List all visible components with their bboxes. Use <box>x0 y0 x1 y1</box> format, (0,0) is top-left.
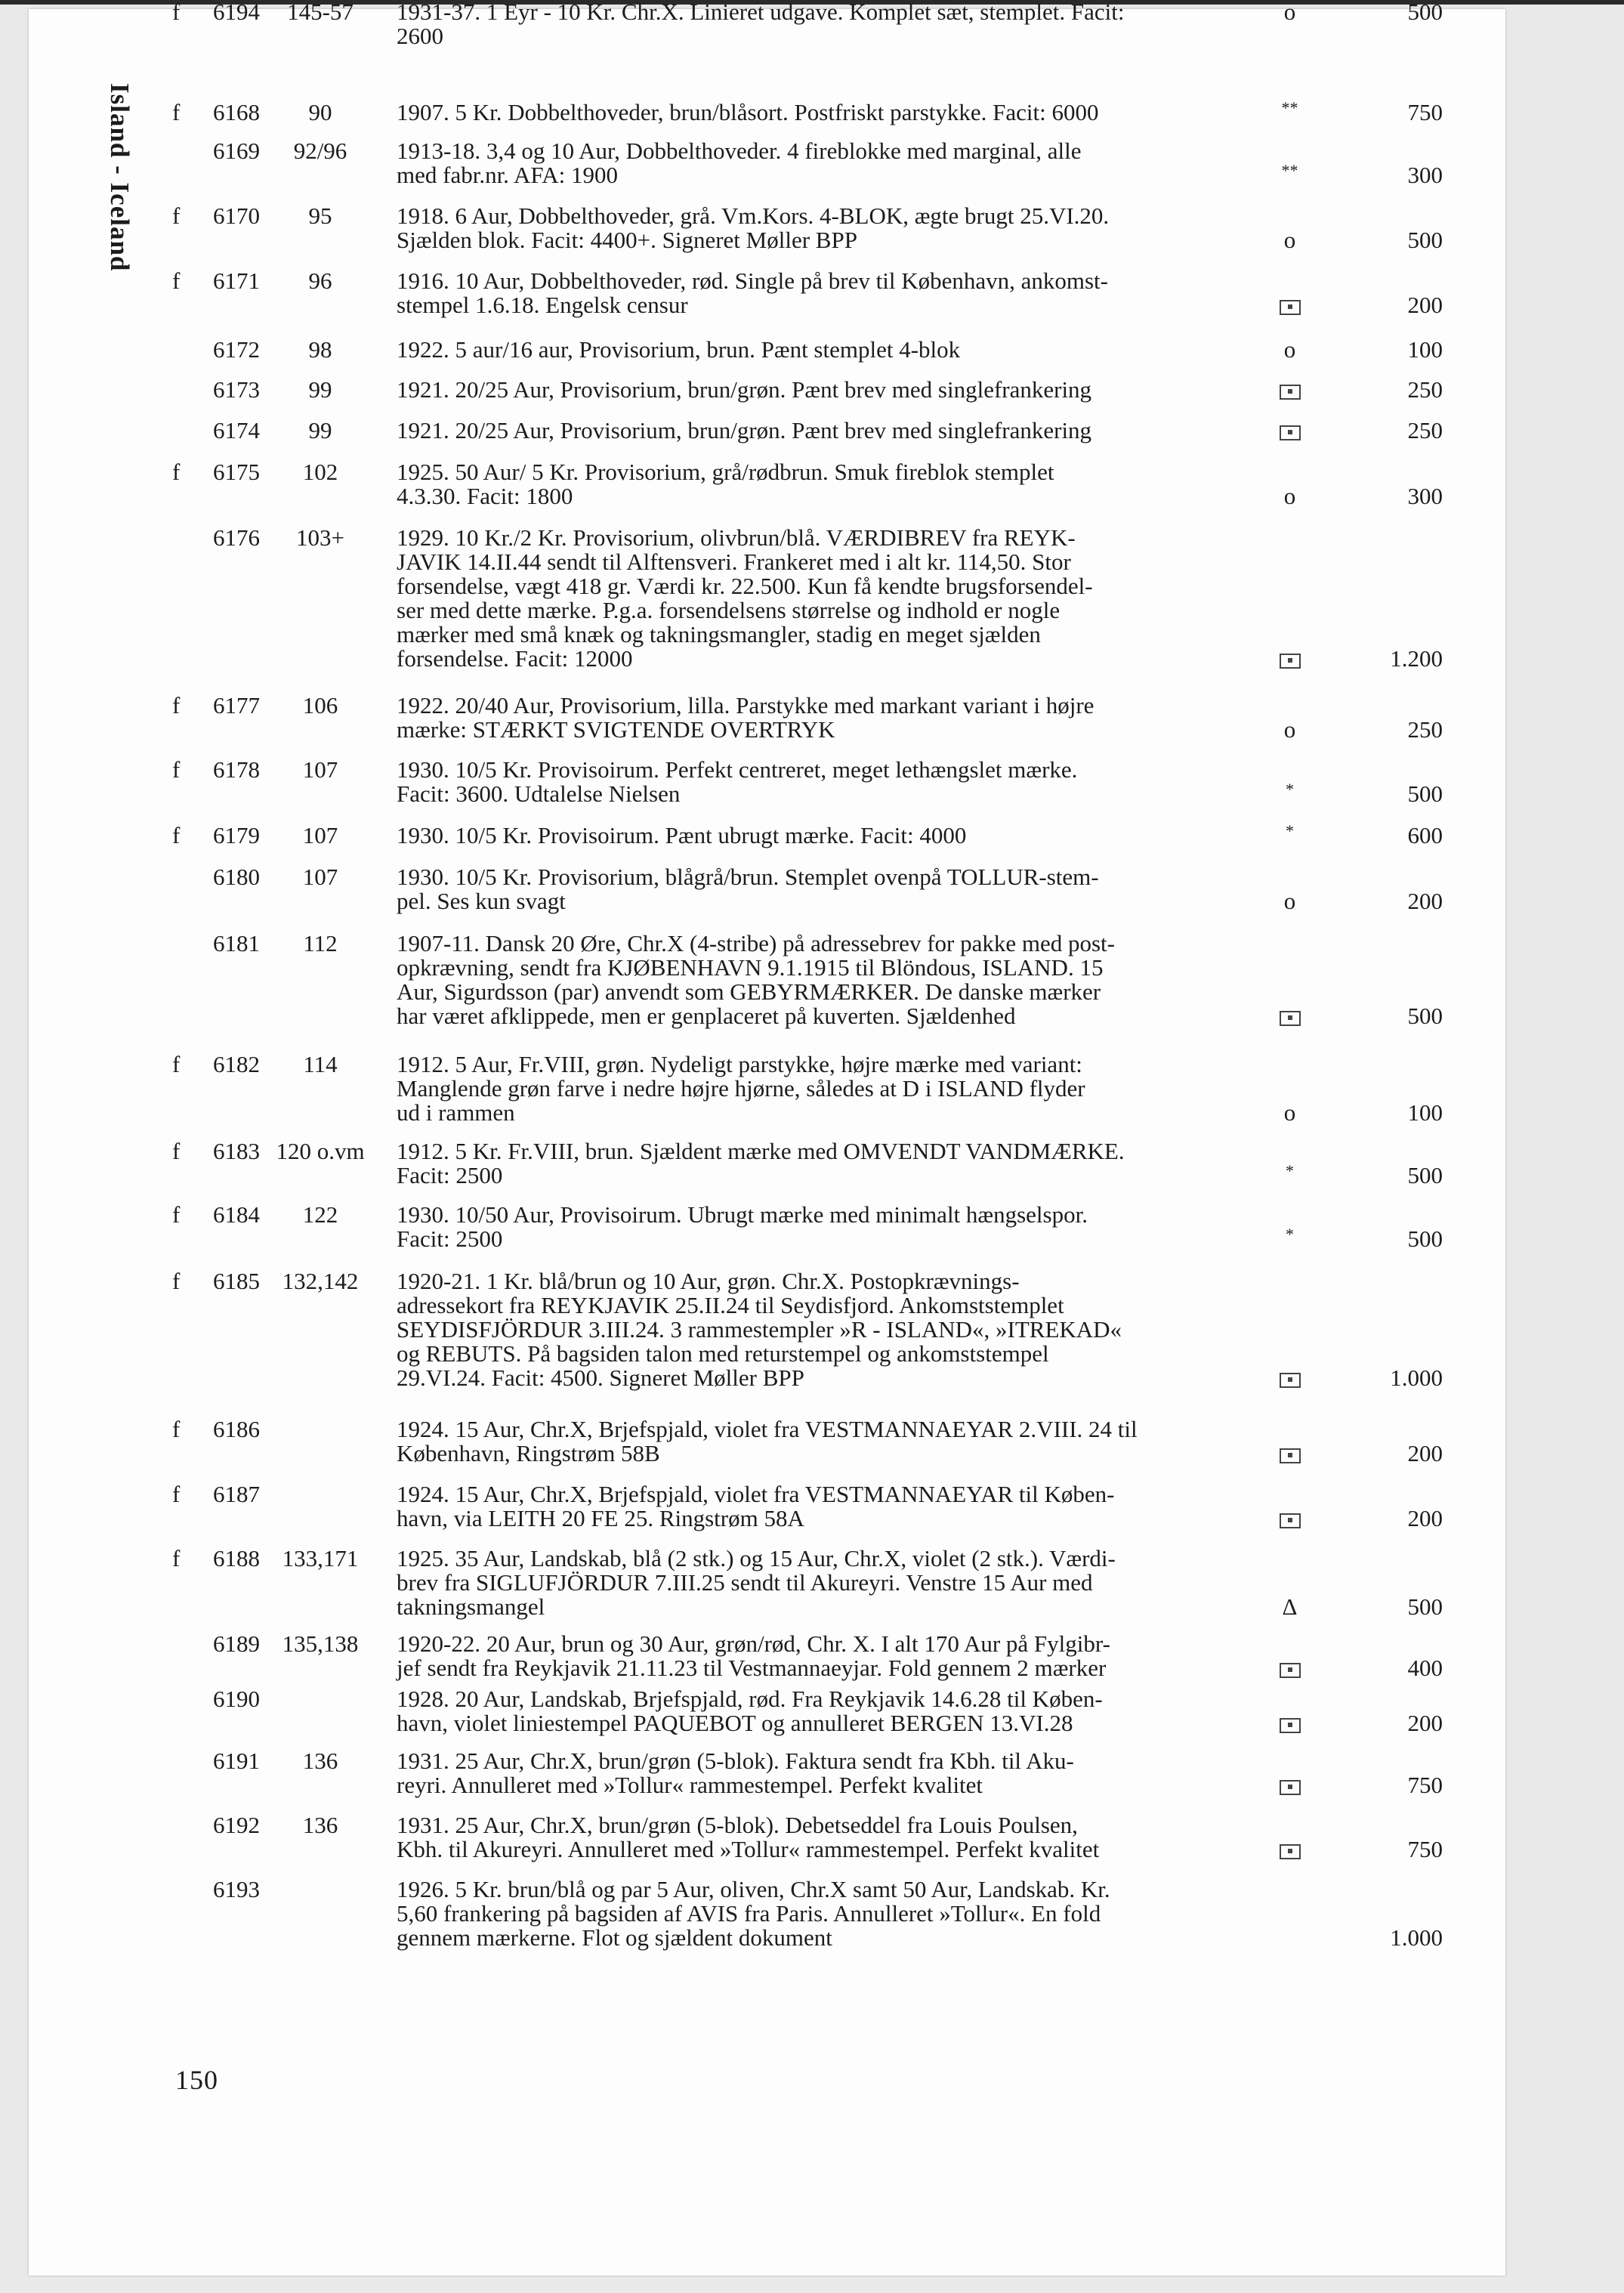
description-line: 1920-21. 1 Kr. blå/brun og 10 Aur, grøn. Chr.X. Postopkrævnings- <box>397 1268 1020 1294</box>
lot-description <box>397 1203 1250 1251</box>
envelope-icon <box>1280 1448 1301 1463</box>
condition-mark: o <box>1283 336 1296 363</box>
cover-icon <box>1246 1656 1333 1680</box>
description-line: 1922. 5 aur/16 aur, Provisorium, brun. Pænt stemplet 4-blok <box>397 336 961 363</box>
description-line: 1930. 10/5 Kr. Provisoirum. Pænt ubrugt mærke. Facit: 4000 <box>397 822 967 848</box>
description-line: 1920-22. 20 Aur, brun og 30 Aur, grøn/rød, Chr. X. I alt 170 Aur på Fylgibr- <box>397 1630 1110 1657</box>
catalogue-number: 107 <box>302 864 338 890</box>
lot-description <box>397 758 1250 806</box>
cover-icon <box>1246 1442 1333 1466</box>
cover-icon <box>1246 293 1333 317</box>
lot-number: 6181 <box>213 930 260 956</box>
description-line: jef sendt fra Reykjavik 21.11.23 til Vestmannaeyjar. Fold gennem 2 mærker <box>397 1655 1107 1681</box>
lot-flag: f <box>172 1268 181 1294</box>
lot-number: 6175 <box>213 459 260 485</box>
lot-number: 6179 <box>213 822 260 848</box>
condition-mark: o <box>1283 227 1296 253</box>
estimate-price: 300 <box>1407 162 1443 188</box>
condition-mark: o <box>1283 888 1296 914</box>
lot-description <box>397 1687 1250 1735</box>
lot-number: 6172 <box>213 336 260 363</box>
lot-description <box>397 139 1250 187</box>
description-line: stempel 1.6.18. Engelsk censur <box>397 292 688 318</box>
condition-mark: * <box>1286 821 1294 840</box>
description-line: 1913-18. 3,4 og 10 Aur, Dobbelthoveder. 4 fireblokke med marginal, alle <box>397 138 1082 164</box>
lot-description <box>397 204 1250 252</box>
condition-mark: * <box>1286 1161 1294 1180</box>
envelope-icon <box>1280 1844 1301 1859</box>
catalogue-number: 102 <box>302 459 338 485</box>
lot-number: 6168 <box>213 99 260 125</box>
description-line: 1924. 15 Aur, Chr.X, Brjefspjald, violet fra VESTMANNAEYAR til Køben- <box>397 1481 1115 1507</box>
catalogue-number: 103+ <box>296 524 344 551</box>
cover-icon <box>1246 647 1333 671</box>
description-line: adressekort fra REYKJAVIK 25.II.24 til Seydisfjord. Ankomststemplet <box>397 1292 1064 1318</box>
estimate-price: 500 <box>1407 227 1443 253</box>
lot-number: 6180 <box>213 864 260 890</box>
lot-flag: f <box>172 1051 181 1077</box>
estimate-price: 500 <box>1407 780 1443 807</box>
lot-number: 6170 <box>213 202 260 229</box>
description-line: Aur, Sigurdsson (par) anvendt som GEBYRMÆRKER. De danske mærker <box>397 978 1101 1005</box>
lot-flag: f <box>172 1416 181 1442</box>
description-line: ser med dette mærke. P.g.a. forsendelsens størrelse og indhold er nogle <box>397 597 1061 623</box>
condition-mark: ** <box>1281 98 1298 117</box>
description-line: gennem mærkerne. Flot og sjældent dokument <box>397 1924 832 1951</box>
lot-flag: f <box>172 1138 181 1164</box>
page-number: 150 <box>175 2065 218 2095</box>
estimate-price: 750 <box>1407 99 1443 125</box>
description-line: pel. Ses kun svagt <box>397 888 566 914</box>
lot-description <box>397 1813 1250 1862</box>
estimate-price: 500 <box>1407 1162 1443 1188</box>
lot-description <box>397 1877 1250 1950</box>
estimate-price: 750 <box>1407 1836 1443 1862</box>
estimate-price: 400 <box>1407 1655 1443 1681</box>
lot-number: 6178 <box>213 756 260 783</box>
lot-flag: f <box>172 1545 181 1571</box>
lot-flag: f <box>172 267 181 294</box>
lot-flag: f <box>172 822 181 848</box>
lot-description <box>397 460 1250 508</box>
condition-mark: o <box>1283 1099 1296 1126</box>
lot-number: 6186 <box>213 1416 260 1442</box>
lot-description <box>397 526 1250 671</box>
description-line: 1912. 5 Aur, Fr.VIII, grøn. Nydeligt parstykke, højre mærke med variant: <box>397 1051 1082 1077</box>
catalogue-number: 92/96 <box>293 138 347 164</box>
cover-icon <box>1246 1004 1333 1028</box>
description-line: 5,60 frankering på bagsiden af AVIS fra Paris. Annulleret »Tollur«. En fold <box>397 1900 1101 1927</box>
description-line: 1925. 50 Aur/ 5 Kr. Provisorium, grå/rødbrun. Smuk fireblok stemplet <box>397 459 1054 485</box>
description-line: 1918. 6 Aur, Dobbelthoveder, grå. Vm.Kors. 4-BLOK, ægte brugt 25.VI.20. <box>397 202 1110 229</box>
lot-number: 6182 <box>213 1051 260 1077</box>
cover-icon <box>1246 419 1333 443</box>
estimate-price: 100 <box>1407 1099 1443 1126</box>
envelope-icon <box>1280 385 1301 400</box>
lot-number: 6177 <box>213 692 260 718</box>
envelope-icon <box>1280 1780 1301 1795</box>
catalogue-number: 135,138 <box>282 1630 359 1657</box>
description-line: takningsmangel <box>397 1593 545 1620</box>
estimate-price: 500 <box>1407 1003 1443 1029</box>
estimate-price: 300 <box>1407 483 1443 509</box>
description-line: Facit: 2500 <box>397 1162 503 1188</box>
lot-number: 6171 <box>213 267 260 294</box>
lot-description <box>397 419 1250 443</box>
estimate-price: 250 <box>1407 716 1443 743</box>
description-line: 1930. 10/50 Aur, Provisoirum. Ubrugt mærke med minimalt hængselspor. <box>397 1201 1088 1228</box>
description-line: 1922. 20/40 Aur, Provisorium, lilla. Parstykke med markant variant i højre <box>397 692 1095 718</box>
description-line: 1907. 5 Kr. Dobbelthoveder, brun/blåsort. Postfriskt parstykke. Facit: 6000 <box>397 99 1099 125</box>
catalogue-number: 136 <box>302 1812 338 1838</box>
description-line: 1926. 5 Kr. brun/blå og par 5 Aur, oliven, Chr.X samt 50 Aur, Landskab. Kr. <box>397 1876 1110 1902</box>
lot-number: 6169 <box>213 138 260 164</box>
estimate-price: 200 <box>1407 1440 1443 1466</box>
description-line: og REBUTS. På bagsiden talon med returstempel og ankomststempel <box>397 1340 1049 1367</box>
estimate-price: 500 <box>1407 1225 1443 1252</box>
lot-number: 6187 <box>213 1481 260 1507</box>
description-line: Sjælden blok. Facit: 4400+. Signeret Møller BPP <box>397 227 857 253</box>
description-line: 4.3.30. Facit: 1800 <box>397 483 573 509</box>
condition-mark: ** <box>1281 161 1298 180</box>
cover-icon <box>1246 378 1333 402</box>
lot-flag: f <box>172 692 181 718</box>
description-line: København, Ringstrøm 58B <box>397 1440 660 1466</box>
catalogue-number: 95 <box>308 202 332 229</box>
lot-number: 6189 <box>213 1630 260 1657</box>
lot-flag: f <box>172 1481 181 1507</box>
description-line: 1924. 15 Aur, Chr.X, Brjefspjald, violet fra VESTMANNAEYAR 2.VIII. 24 til <box>397 1416 1138 1442</box>
envelope-icon <box>1280 1373 1301 1388</box>
envelope-icon <box>1280 1718 1301 1733</box>
lot-description <box>397 269 1250 317</box>
lot-number: 6193 <box>213 1876 260 1902</box>
catalogue-number: 112 <box>303 930 338 956</box>
catalogue-number: 132,142 <box>282 1268 359 1294</box>
description-line: brev fra SIGLUFJÖRDUR 7.III.25 sendt til Akureyri. Venstre 15 Aur med <box>397 1569 1093 1596</box>
description-line: 1929. 10 Kr./2 Kr. Provisorium, olivbrun/blå. VÆRDIBREV fra REYK- <box>397 524 1076 551</box>
lot-number: 6183 <box>213 1138 260 1164</box>
description-line: 1928. 20 Aur, Landskab, Brjefspjald, rød. Fra Reykjavik 14.6.28 til Køben- <box>397 1686 1103 1712</box>
lot-number: 6191 <box>213 1748 260 1774</box>
lot-description <box>397 1417 1250 1466</box>
cover-icon <box>1246 1366 1333 1390</box>
envelope-icon <box>1280 1011 1301 1026</box>
lot-description <box>397 824 1250 848</box>
lot-flag: f <box>172 99 181 125</box>
description-line: Facit: 3600. Udtalelse Nielsen <box>397 780 681 807</box>
cover-icon <box>1246 1507 1333 1531</box>
section-title: Island - Iceland <box>105 83 134 272</box>
description-line: 1925. 35 Aur, Landskab, blå (2 stk.) og 15 Aur, Chr.X, violet (2 stk.). Værdi- <box>397 1545 1116 1571</box>
description-line: JAVIK 14.II.44 sendt til Alftensveri. Frankeret med i alt kr. 114,50. Stor <box>397 549 1071 575</box>
lot-description <box>397 1482 1250 1531</box>
lot-description <box>397 1749 1250 1797</box>
lot-description <box>397 100 1250 125</box>
description-line: 29.VI.24. Facit: 4500. Signeret Møller BPP <box>397 1364 804 1391</box>
estimate-price: 250 <box>1407 417 1443 443</box>
lot-flag: f <box>172 0 181 25</box>
description-line: Manglende grøn farve i nedre højre hjørne, således at D i ISLAND flyder <box>397 1075 1085 1102</box>
envelope-icon <box>1280 654 1301 669</box>
description-line: 1912. 5 Kr. Fr.VIII, brun. Sjældent mærke med OMVENDT VANDMÆRKE. <box>397 1138 1125 1164</box>
catalogue-number: 114 <box>303 1051 338 1077</box>
lot-number: 6176 <box>213 524 260 551</box>
lot-flag: f <box>172 756 181 783</box>
catalogue-number: 136 <box>302 1748 338 1774</box>
lot-description <box>397 1052 1250 1125</box>
description-line: havn, via LEITH 20 FE 25. Ringstrøm 58A <box>397 1505 804 1531</box>
lot-flag: f <box>172 459 181 485</box>
description-line: 1916. 10 Aur, Dobbelthoveder, rød. Single på brev til København, ankomst- <box>397 267 1108 294</box>
estimate-price: 1.000 <box>1390 1924 1443 1951</box>
description-line: Facit: 2500 <box>397 1225 503 1252</box>
lot-description <box>397 932 1250 1028</box>
catalogue-number: 99 <box>308 417 332 443</box>
catalogue-number: 122 <box>302 1201 338 1228</box>
estimate-price: 1.200 <box>1390 645 1443 672</box>
estimate-price: 500 <box>1407 0 1443 25</box>
lot-number: 6185 <box>213 1268 260 1294</box>
lot-number: 6174 <box>213 417 260 443</box>
lot-number: 6190 <box>213 1686 260 1712</box>
description-line: mærke: STÆRKT SVIGTENDE OVERTRYK <box>397 716 835 743</box>
description-line: med fabr.nr. AFA: 1900 <box>397 162 619 188</box>
lot-description <box>397 694 1250 742</box>
catalogue-number: 106 <box>302 692 338 718</box>
condition-mark: o <box>1283 483 1296 509</box>
estimate-price: 500 <box>1407 1593 1443 1620</box>
description-line: havn, violet liniestempel PAQUEBOT og annulleret BERGEN 13.VI.28 <box>397 1710 1073 1736</box>
description-line: har været afklippede, men er genplaceret på kuverten. Sjældenhed <box>397 1003 1016 1029</box>
lot-flag: f <box>172 1201 181 1228</box>
estimate-price: 200 <box>1407 1505 1443 1531</box>
description-line: ud i rammen <box>397 1099 515 1126</box>
lot-number: 6194 <box>213 0 260 25</box>
envelope-icon <box>1280 425 1301 440</box>
estimate-price: 750 <box>1407 1772 1443 1798</box>
description-line: forsendelse. Facit: 12000 <box>397 645 633 672</box>
estimate-price: 600 <box>1407 822 1443 848</box>
estimate-price: 1.000 <box>1390 1364 1443 1391</box>
catalogue-number: 90 <box>308 99 332 125</box>
estimate-price: 200 <box>1407 888 1443 914</box>
description-line: 1921. 20/25 Aur, Provisorium, brun/grøn. Pænt brev med singlefrankering <box>397 417 1092 443</box>
catalogue-number: 120 o.vm <box>276 1138 365 1164</box>
description-line: Kbh. til Akureyri. Annulleret med »Tollur« rammestempel. Perfekt kvalitet <box>397 1836 1100 1862</box>
estimate-price: 200 <box>1407 292 1443 318</box>
lot-number: 6188 <box>213 1545 260 1571</box>
description-line: opkrævning, sendt fra KJØBENHAVN 9.1.1915 til Blöndous, ISLAND. 15 <box>397 954 1104 981</box>
catalogue-number: 133,171 <box>282 1545 359 1571</box>
lot-number: 6192 <box>213 1812 260 1838</box>
catalogue-number: 107 <box>302 756 338 783</box>
envelope-icon <box>1280 1663 1301 1678</box>
envelope-icon <box>1280 1513 1301 1528</box>
catalogue-number: 96 <box>308 267 332 294</box>
estimate-price: 100 <box>1407 336 1443 363</box>
description-line: 1907-11. Dansk 20 Øre, Chr.X (4-stribe) på adressebrev for pakke med post- <box>397 930 1115 956</box>
description-line: mærker med små knæk og takningsmangler, stadig en meget sjælden <box>397 621 1041 647</box>
condition-mark: * <box>1286 780 1294 799</box>
lot-description <box>397 1547 1250 1619</box>
condition-mark: * <box>1286 1225 1294 1244</box>
catalogue-number: 145-57 <box>287 0 354 25</box>
description-line: reyri. Annulleret med »Tollur« rammestempel. Perfekt kvalitet <box>397 1772 983 1798</box>
cover-icon <box>1246 1773 1333 1797</box>
envelope-icon <box>1280 300 1301 315</box>
description-line: 2600 <box>397 23 443 49</box>
lot-description <box>397 338 1250 362</box>
catalogue-number: 98 <box>308 336 332 363</box>
lot-number: 6173 <box>213 376 260 403</box>
description-line: 1930. 10/5 Kr. Provisoirum. Perfekt centreret, meget lethængslet mærke. <box>397 756 1078 783</box>
lot-number: 6184 <box>213 1201 260 1228</box>
description-line: forsendelse, vægt 418 gr. Værdi kr. 22.500. Kun få kendte brugsforsendel- <box>397 573 1093 599</box>
lot-description <box>397 1632 1250 1680</box>
condition-mark: o <box>1283 0 1296 25</box>
description-line: 1931-37. 1 Eyr - 10 Kr. Chr.X. Linieret udgave. Komplet sæt, stemplet. Facit: <box>397 0 1125 25</box>
catalogue-number: 107 <box>302 822 338 848</box>
lot-description <box>397 1269 1250 1390</box>
description-line: 1931. 25 Aur, Chr.X, brun/grøn (5-blok). Faktura sendt fra Kbh. til Aku- <box>397 1748 1074 1774</box>
description-line: 1931. 25 Aur, Chr.X, brun/grøn (5-blok). Debetseddel fra Louis Poulsen, <box>397 1812 1078 1838</box>
estimate-price: 250 <box>1407 376 1443 403</box>
condition-mark: Δ <box>1282 1593 1298 1620</box>
lot-description <box>397 1139 1250 1188</box>
lot-description <box>397 0 1250 48</box>
estimate-price: 200 <box>1407 1710 1443 1736</box>
description-line: 1930. 10/5 Kr. Provisorium, blågrå/brun. Stemplet ovenpå TOLLUR-stem- <box>397 864 1099 890</box>
condition-mark: o <box>1283 716 1296 743</box>
cover-icon <box>1246 1837 1333 1862</box>
catalogue-number: 99 <box>308 376 332 403</box>
lot-flag: f <box>172 202 181 229</box>
description-line: 1921. 20/25 Aur, Provisorium, brun/grøn. Pænt brev med singlefrankering <box>397 376 1092 403</box>
description-line: SEYDISFJÖRDUR 3.III.24. 3 rammestempler »R - ISLAND«, »ITREKAD« <box>397 1316 1122 1343</box>
cover-icon <box>1246 1711 1333 1735</box>
lot-description <box>397 378 1250 402</box>
lot-description <box>397 865 1250 913</box>
